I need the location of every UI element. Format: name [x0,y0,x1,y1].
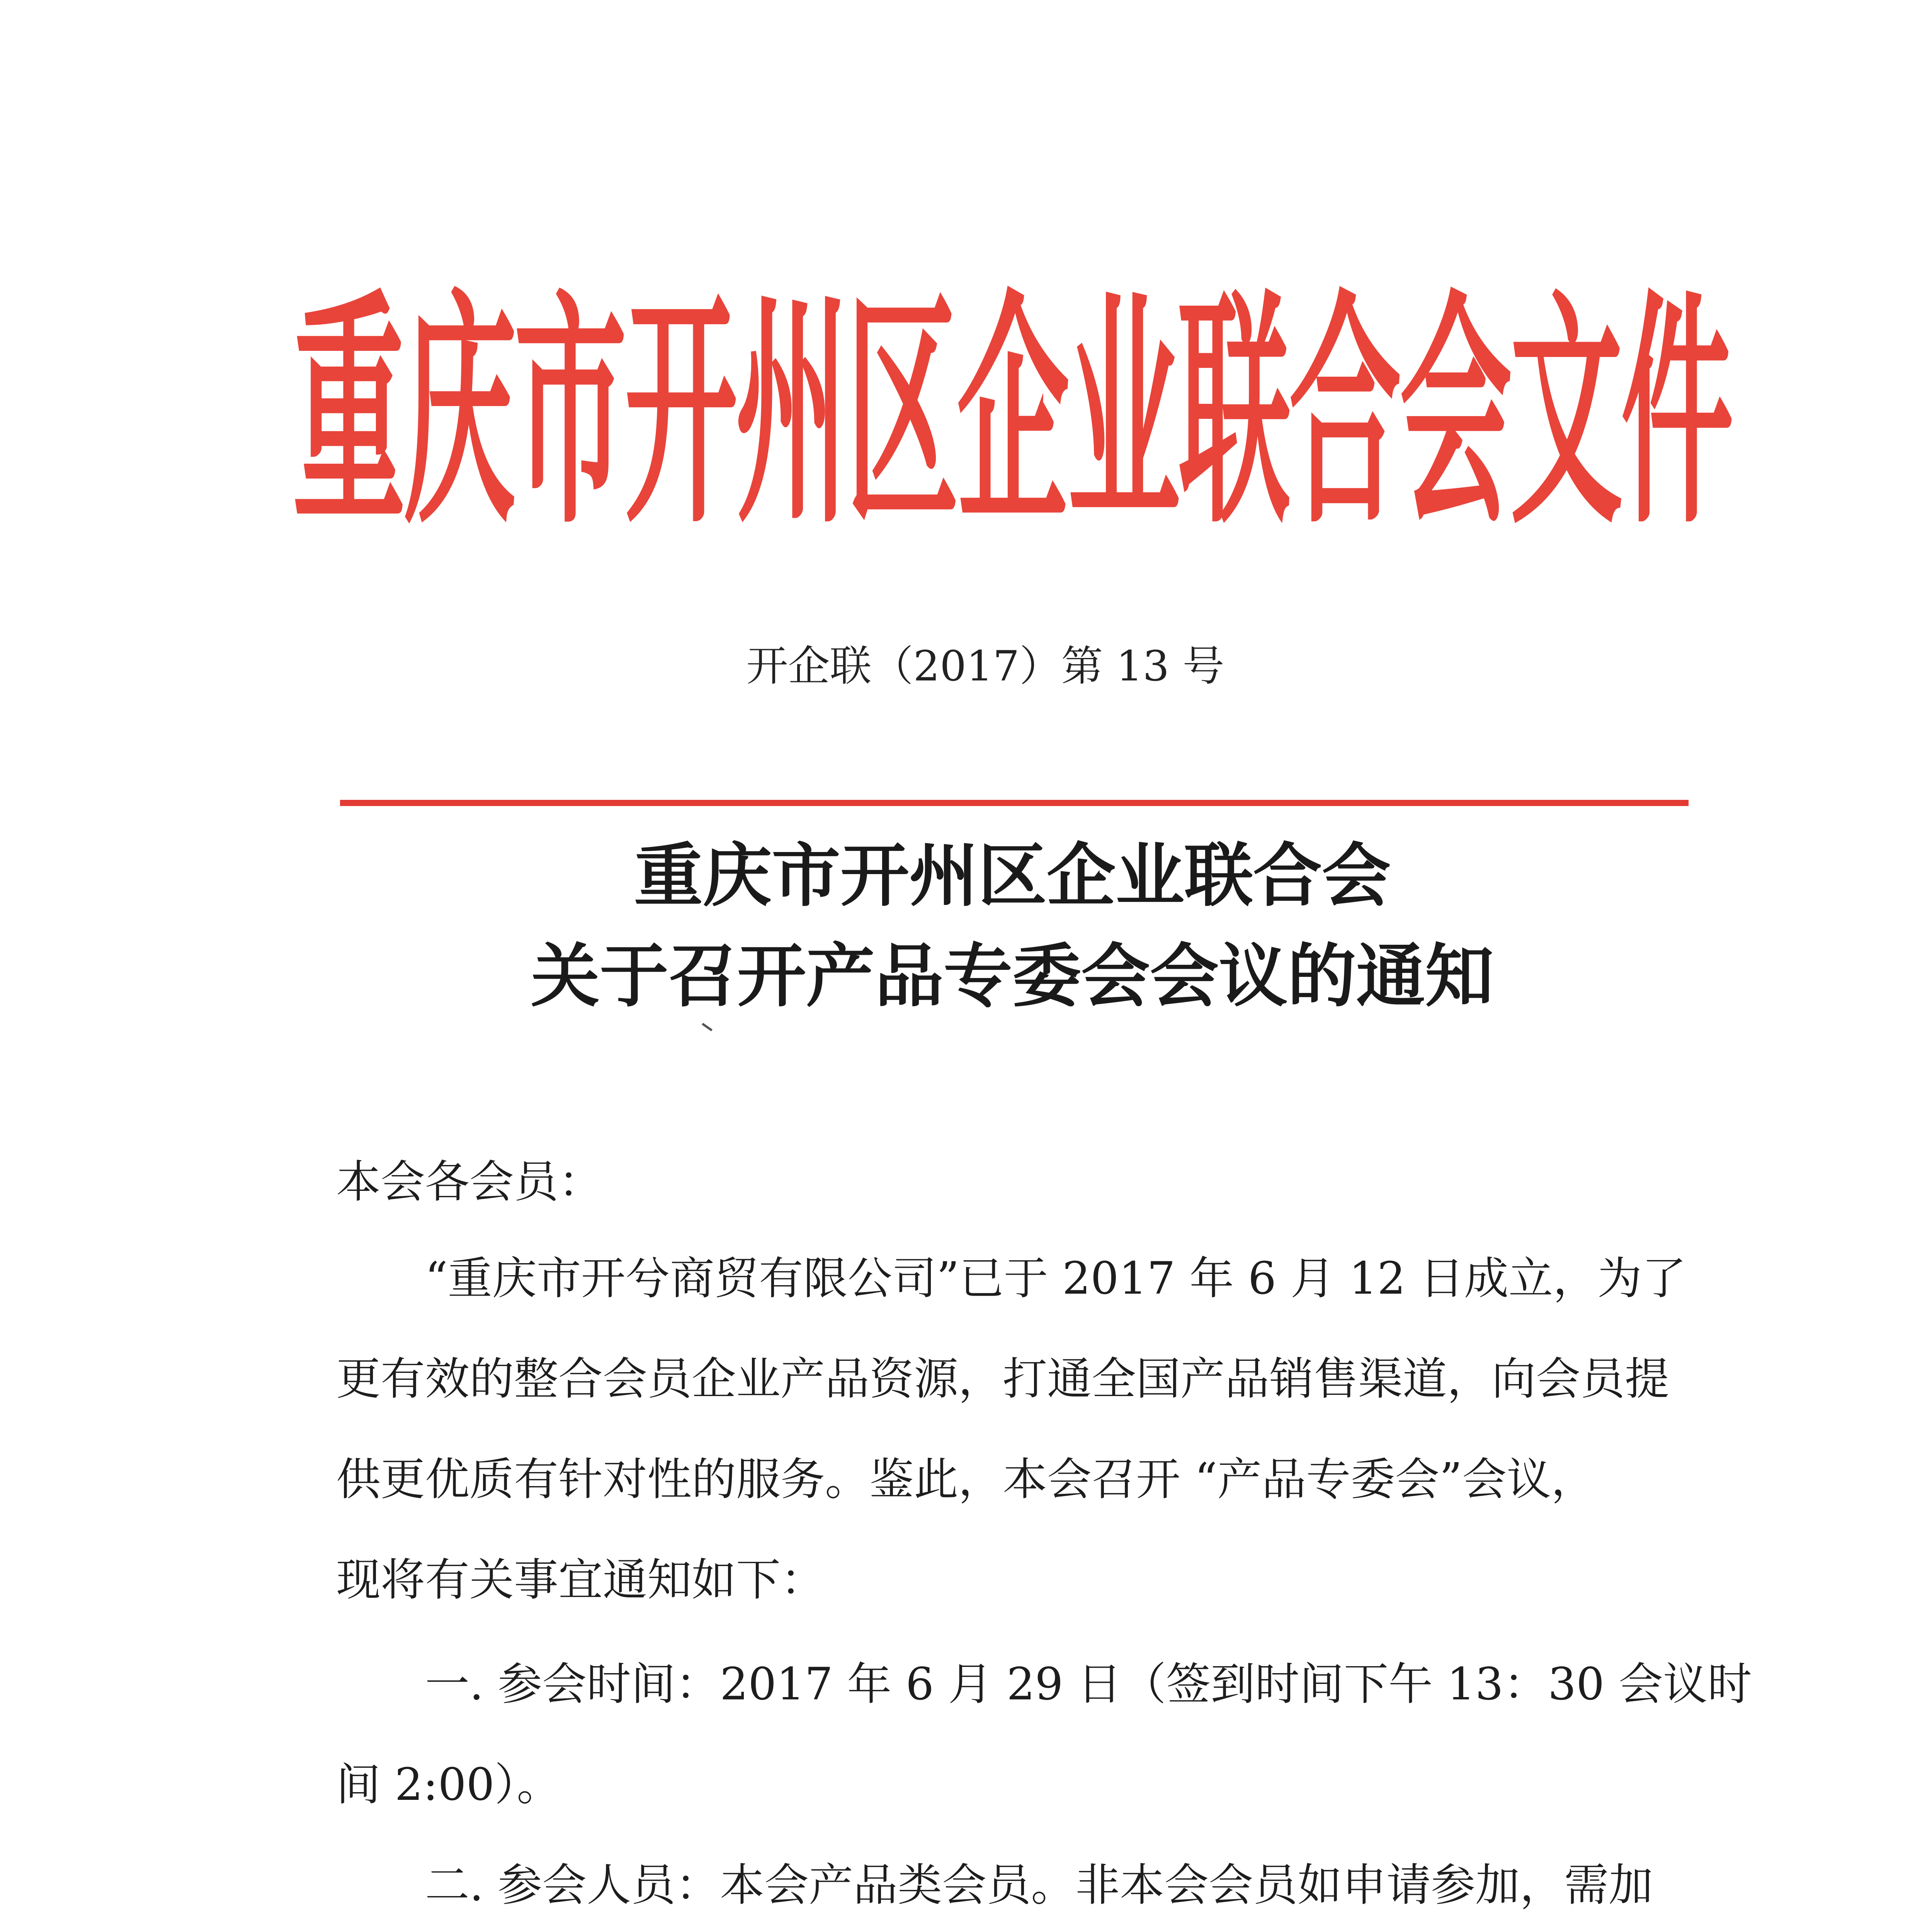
notice-title-line-1: 重庆市开州区企业联合会 [634,836,1391,916]
stray-ink-mark [702,1023,713,1031]
salutation: 本会各会员： [336,1156,603,1208]
masthead [293,267,1732,560]
red-divider-line [340,800,1689,806]
item-time-line-1: 一. 参会时间：2017 年 6 月 29 日（签到时间下午 13：30 会议时 [425,1658,1752,1710]
body-line: 更有效的整合会员企业产品资源，打通全国产品销售渠道，向会员提 [336,1353,1670,1405]
body-line: 供更优质有针对性的服务。鉴此，本会召开 “产品专委会”会议， [336,1454,1596,1505]
item-time-line-2: 间 2:00）。 [336,1759,561,1811]
masthead-title: 重庆市开州区企业联合会文件 [293,270,1732,557]
body-line: 现将有关事宜通知如下： [336,1554,825,1606]
item-attendees-line-1: 二. 参会人员：本会产品类会员。非本会会员如申请参加，需加 [425,1859,1653,1911]
body-line: “重庆市开兮商贸有限公司”已于 2017 年 6 月 12 日成立，为了 [425,1253,1687,1304]
notice-title-line-2: 关于召开产品专委会会议的通知 [531,936,1494,1016]
document-number: 开企联（2017）第 13 号 [746,642,1225,690]
